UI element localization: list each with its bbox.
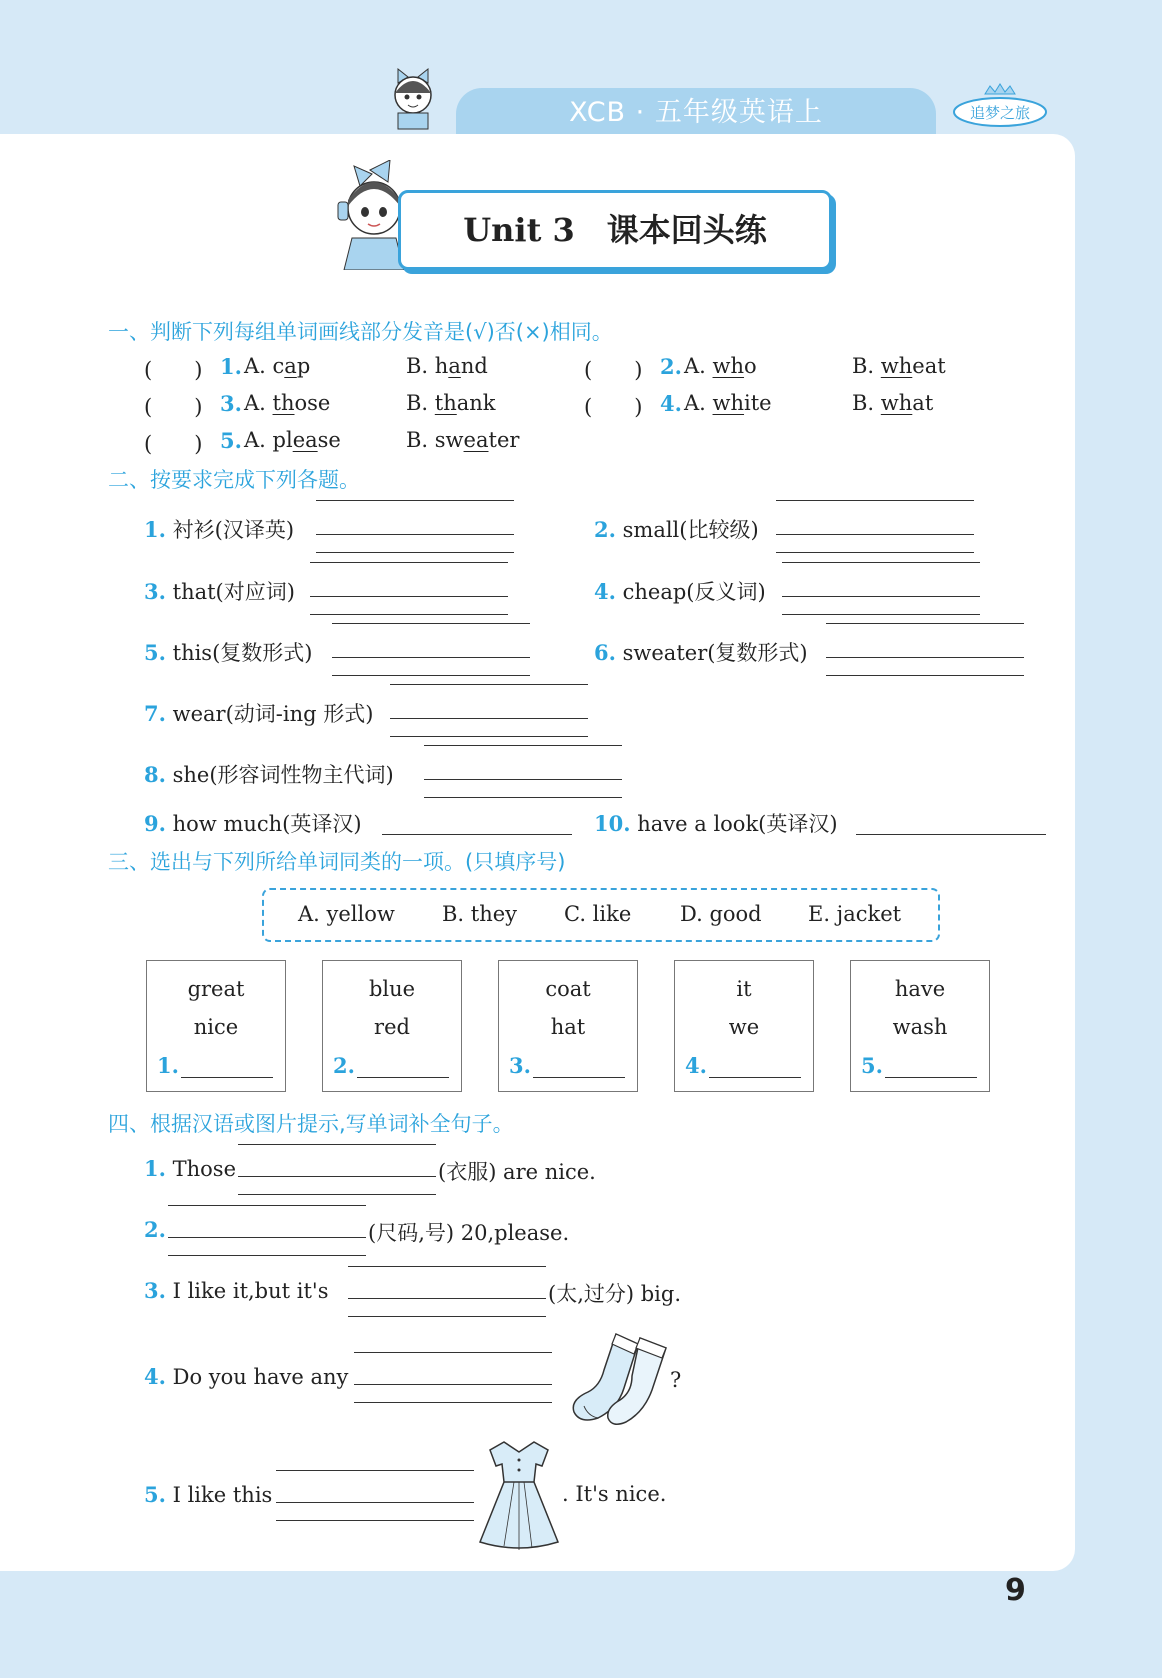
word-box-4: it we 4. [674, 960, 814, 1092]
section2-item-1: 1. 衬衫(汉译英) [144, 517, 295, 542]
logo-text: 追梦之旅 [969, 104, 1031, 122]
answer-line[interactable] [181, 1077, 273, 1078]
item-number: 2. [660, 354, 682, 379]
writing-line[interactable] [826, 675, 1024, 676]
answer-line[interactable] [357, 1077, 449, 1078]
option-a: A. please [244, 428, 341, 452]
writing-line[interactable] [316, 534, 514, 535]
writing-line[interactable] [238, 1144, 436, 1145]
writing-line[interactable] [390, 684, 588, 685]
writing-line[interactable] [776, 552, 974, 553]
writing-line[interactable] [310, 614, 508, 615]
item-number: 4. [660, 391, 682, 416]
option-a: A. cap [244, 354, 311, 378]
writing-line[interactable] [776, 500, 974, 501]
section2-item-8: 8. she(形容词性物主代词) [144, 762, 394, 787]
writing-line[interactable] [856, 834, 1046, 835]
item-number: 1. [220, 354, 242, 379]
word-box-2: blue red 2. [322, 960, 462, 1092]
series-logo [950, 82, 1050, 132]
option-c: C. like [564, 902, 632, 926]
sentence-end: (衣服) are nice. [438, 1160, 596, 1184]
section2-item-10: 10. have a look(英译汉) [594, 811, 838, 836]
writing-line[interactable] [782, 562, 980, 563]
writing-line[interactable] [276, 1520, 474, 1521]
dress-icon [474, 1438, 564, 1554]
word-box-5: have wash 5. [850, 960, 990, 1092]
writing-line[interactable] [332, 657, 530, 658]
word-box-1: great nice 1. [146, 960, 286, 1092]
item-number: 5. [220, 428, 242, 453]
section1-heading: 一、判断下列每组单词画线部分发音是(√)否(×)相同。 [108, 320, 613, 344]
section4-heading: 四、根据汉语或图片提示,写单词补全句子。 [108, 1112, 514, 1136]
item-number: 2. [144, 1217, 166, 1242]
section3-heading: 三、选出与下列所给单词同类的一项。(只填序号) [108, 850, 566, 874]
writing-line[interactable] [826, 657, 1024, 658]
section2-heading: 二、按要求完成下列各题。 [108, 468, 360, 492]
writing-line[interactable] [782, 614, 980, 615]
page-number: 9 [1005, 1573, 1026, 1608]
writing-line[interactable] [276, 1502, 474, 1503]
writing-line[interactable] [348, 1298, 546, 1299]
writing-line[interactable] [382, 834, 572, 835]
answer-bracket[interactable]: ( ) [144, 358, 203, 382]
answer-line[interactable] [709, 1077, 801, 1078]
option-a: A. who [684, 354, 757, 378]
writing-line[interactable] [238, 1176, 436, 1177]
writing-line[interactable] [310, 562, 508, 563]
option-b: B. hand [406, 354, 488, 378]
option-a: A. yellow [298, 902, 395, 926]
writing-line[interactable] [168, 1205, 366, 1206]
section2-item-6: 6. sweater(复数形式) [594, 640, 808, 665]
mascot-small-icon [378, 55, 448, 135]
option-b: B. wheat [852, 354, 946, 378]
option-a: A. those [244, 391, 331, 415]
answer-line[interactable] [885, 1077, 977, 1078]
writing-line[interactable] [424, 745, 622, 746]
option-d: D. good [680, 902, 762, 926]
writing-line[interactable] [276, 1470, 474, 1471]
answer-bracket[interactable]: ( ) [584, 395, 643, 419]
writing-line[interactable] [168, 1237, 366, 1238]
option-b: B. what [852, 391, 934, 415]
section4-item-5: 5. I like this [144, 1482, 273, 1507]
writing-line[interactable] [782, 596, 980, 597]
answer-bracket[interactable]: ( ) [144, 395, 203, 419]
page-title: Unit 3 课本回头练 [398, 190, 832, 270]
writing-line[interactable] [424, 797, 622, 798]
writing-line[interactable] [310, 596, 508, 597]
writing-line[interactable] [390, 736, 588, 737]
writing-line[interactable] [332, 675, 530, 676]
sentence-end: (尺码,号) 20,please. [368, 1221, 570, 1245]
word-box-3: coat hat 3. [498, 960, 638, 1092]
section2-item-9: 9. how much(英译汉) [144, 811, 362, 836]
section4-item-1: 1. Those [144, 1156, 237, 1181]
sentence-end: (太,过分) big. [548, 1282, 682, 1306]
writing-line[interactable] [826, 623, 1024, 624]
writing-line[interactable] [424, 779, 622, 780]
header-title: XCB · 五年级英语上 [456, 88, 936, 138]
writing-line[interactable] [168, 1255, 366, 1256]
sentence-end: ? [670, 1368, 682, 1392]
writing-line[interactable] [354, 1384, 552, 1385]
writing-line[interactable] [390, 718, 588, 719]
writing-line[interactable] [354, 1402, 552, 1403]
section2-item-7: 7. wear(动词-ing 形式) [144, 701, 374, 726]
writing-line[interactable] [238, 1194, 436, 1195]
writing-line[interactable] [332, 623, 530, 624]
section2-item-3: 3. that(对应词) [144, 579, 295, 604]
section2-item-4: 4. cheap(反义词) [594, 579, 766, 604]
writing-line[interactable] [354, 1352, 552, 1353]
writing-line[interactable] [776, 534, 974, 535]
option-e: E. jacket [808, 902, 902, 926]
section2-item-2: 2. small(比较级) [594, 517, 759, 542]
answer-bracket[interactable]: ( ) [144, 432, 203, 456]
sentence-end: . It's nice. [562, 1482, 667, 1506]
option-b: B. thank [406, 391, 496, 415]
writing-line[interactable] [348, 1316, 546, 1317]
option-b: B. they [442, 902, 518, 926]
socks-icon [554, 1326, 674, 1430]
answer-line[interactable] [533, 1077, 625, 1078]
option-a: A. white [684, 391, 772, 415]
writing-line[interactable] [316, 500, 514, 501]
section2-item-5: 5. this(复数形式) [144, 640, 313, 665]
item-number: 3. [220, 391, 242, 416]
option-b: B. sweater [406, 428, 520, 452]
section4-item-4: 4. Do you have any [144, 1364, 349, 1389]
answer-bracket[interactable]: ( ) [584, 358, 643, 382]
section4-item-3: 3. I like it,but it's [144, 1278, 329, 1303]
writing-line[interactable] [348, 1266, 546, 1267]
writing-line[interactable] [316, 552, 514, 553]
